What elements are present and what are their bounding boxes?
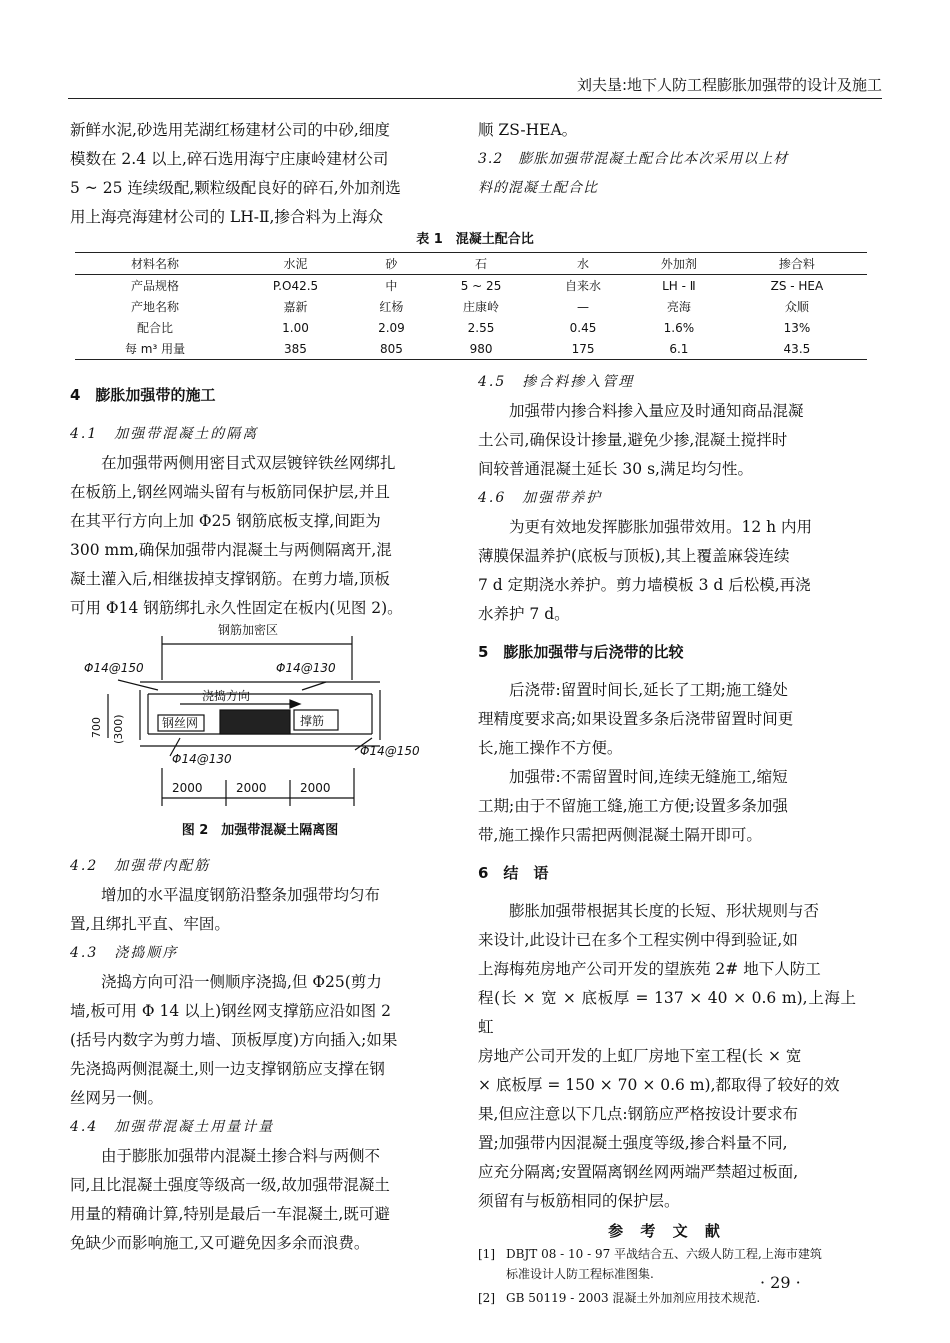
table-row [75,275,867,297]
rebar-label-bottom-right: Φ14@150 [360,744,420,758]
text-line: 在板筋上,钢丝网端头留有与板筋同保护层,并且 [70,483,390,501]
text-line: 间较普通混凝土延长 30 s,满足均匀性。 [478,460,753,478]
table-cell: 配合比 [137,321,174,335]
table-header-row [75,253,867,275]
text-line: 用量的精确计算,特别是最后一车混凝土,既可避 [70,1205,390,1223]
text-line: × 底板厚 = 150 × 70 × 0.6 m),都取得了较好的效 [478,1076,840,1094]
table-cell: 红杨 [379,300,404,314]
references-title: 参 考 文 献 [608,1222,726,1240]
text-line: 置;加强带内因混凝土强度等级,掺合料量不同, [478,1134,788,1152]
text-line: 来设计,此设计已在多个工程实例中得到验证,如 [478,931,798,949]
brace-label: 撑筋 [300,714,325,728]
table-cell: 5 ~ 25 [460,278,502,293]
table-header-cell: 水泥 [235,253,356,275]
text-line: 工期;由于不留施工缝,施工方便;设置多条加强 [478,797,788,815]
strengthened-concrete-block [220,710,290,734]
header-rule [68,98,882,99]
pour-direction-label: 浇捣方向 [202,689,251,703]
text-line: 由于膨胀加强带内混凝土掺合料与两侧不 [101,1147,381,1165]
section-4-2-to-4-4 [70,852,447,1258]
text-line: 上海梅苑房地产公司开发的望族苑 2# 地下人防工 [478,960,821,978]
table-header-cell: 材料名称 [75,253,235,275]
section-3-2 [478,116,856,203]
text-line: 可用 Φ14 钢筋绑扎永久性固定在板内(见图 2)。 [70,599,403,617]
text-line: 带,施工操作只需把两侧混凝土隔开即可。 [478,826,762,844]
intro-paragraph [70,116,447,232]
section-heading: 料的混凝土配合比 [478,180,598,196]
text-line: 房地产公司开发的上虹厂房地下室工程(长 × 宽 [478,1047,802,1065]
thickness-label: (300) [112,714,125,744]
text-line: 7 d 定期浇水养护。剪力墙模板 3 d 后松模,再浇 [478,576,811,594]
reference-number: [2] [478,1291,495,1305]
table-cell: 产地名称 [131,300,180,314]
table-cell: — [577,299,590,314]
reference-line: GB 50119 - 2003 混凝土外加剂应用技术规范. [506,1291,761,1305]
dimension-label: 2000 [172,781,203,795]
text-line: 水养护 7 d。 [478,605,570,623]
section-heading: 3.2 膨胀加强带混凝土配合比本次采用以上材 [478,151,789,167]
table-cell: P.O42.5 [272,278,319,293]
rebar-label-bottom-left: Φ14@130 [172,752,232,766]
text-line: 增加的水平温度钢筋沿整条加强带均匀布 [101,886,381,904]
rebar-label-top-right: Φ14@130 [276,661,336,675]
table-cell: 6.1 [631,338,727,360]
zone-label: 钢筋加密区 [218,623,279,637]
text-line: 置,且绑扎平直、牢固。 [70,915,230,933]
height-label: 700 [90,717,103,738]
text-line: 须留有与板筋相同的保护层。 [478,1192,680,1210]
table-caption: 表 1 混凝土配合比 [416,232,534,247]
text-line: 新鲜水泥,砂选用芜湖红杨建材公司的中砂,细度 [70,121,390,139]
table-cell: 2.09 [378,320,405,335]
section-heading: 4 膨胀加强带的施工 [70,386,216,404]
text-line: 浇捣方向可沿一侧顺序浇捣,但 Φ25(剪力 [101,973,382,991]
table-header-cell: 石 [427,253,535,275]
table-row [75,338,867,360]
text-line: 为更有效地发挥膨胀加强带效用。12 h 内用 [509,518,813,536]
subsection-heading: 4.6 加强带养护 [478,490,603,506]
table-row [75,317,867,338]
text-line: 在其平行方向上加 Φ25 钢筋底板支撑,间距为 [70,512,381,530]
table-cell: ZS - HEA [770,278,824,293]
mix-proportion-table [75,252,867,360]
table-cell: 980 [427,338,535,360]
table-header-cell: 掺合料 [727,253,867,275]
table-cell: 产品规格 [131,279,180,293]
leader-line [302,682,326,690]
text-line: 膨胀加强带根据其长度的长短、形状规则与否 [509,902,820,920]
text-line: 后浇带:留置时间长,延长了工期;施工缝处 [509,681,788,699]
section-heading: 5 膨胀加强带与后浇带的比较 [478,643,684,661]
table-cell: 1.6% [663,320,695,335]
text-line: 凝土灌入后,相继拔掉支撑钢筋。在剪力墙,顶板 [70,570,390,588]
subsection-heading: 4.1 加强带混凝土的隔离 [70,426,259,442]
text-line: 长,施工操作不方便。 [478,739,623,757]
text-line: 顺 ZS-HEA。 [478,121,578,139]
subsection-heading: 4.4 加强带混凝土用量计量 [70,1119,275,1135]
text-line: 丝网另一侧。 [70,1089,164,1107]
dimension-label: 2000 [236,781,267,795]
text-line: 300 mm,确保加强带内混凝土与两侧隔离开,混 [70,541,392,559]
table-cell: 庄康岭 [463,300,500,314]
text-line: 土公司,确保设计掺量,避免少掺,混凝土搅拌时 [478,431,788,449]
table-cell: 1.00 [282,320,309,335]
sections-4-5-to-6 [478,368,856,1308]
text-line: 薄膜保温养护(底板与顶板),其上覆盖麻袋连续 [478,547,790,565]
table-cell: 0.45 [569,320,597,335]
subsection-heading: 4.5 掺合料掺入管理 [478,374,635,390]
dimension-label: 2000 [300,781,331,795]
table-cell: 2.55 [467,320,495,335]
reference-line: DBJT 08 - 10 - 97 平战结合五、六级人防工程,上海市建筑 [506,1247,822,1261]
table-cell: 175 [535,338,631,360]
text-line: 免缺少而影响施工,又可避免因多余而浪费。 [70,1234,370,1252]
text-line: 墙,板可用 Φ 14 以上)钢丝网支撑筋应沿如图 2 [70,1002,391,1020]
table-cell: 805 [356,338,427,360]
table-cell: 众顺 [784,300,809,314]
page-number: · 29 · [760,1273,801,1292]
text-line: 同,且比混凝土强度等级高一级,故加强带混凝土 [70,1176,390,1194]
rebar-label-top-left: Φ14@150 [84,661,144,675]
table-cell: 每 m³ 用量 [75,338,235,360]
table-header-cell: 外加剂 [631,253,727,275]
figure-caption: 图 2 加强带混凝土隔离图 [181,823,339,838]
table-header-cell: 砂 [356,253,427,275]
table-cell: 亮海 [666,300,691,314]
table-cell: 385 [235,338,356,360]
text-line: 先浇捣两侧混凝土,则一边支撑钢筋应支撑在钢 [70,1060,385,1078]
text-line: 5 ~ 25 连续级配,颗粒级配良好的碎石,外加剂选 [70,179,401,197]
section-heading: 6 结 语 [478,864,549,882]
text-line: 应充分隔离;安置隔离钢丝网两端严禁超过板面, [478,1163,799,1181]
text-line: 加强带:不需留置时间,连续无缝施工,缩短 [509,768,788,786]
reference-line: 标准设计人防工程标准图集. [506,1267,654,1281]
text-line: (括号内数字为剪力墙、顶板厚度)方向插入;如果 [70,1031,398,1049]
table-cell: 嘉新 [283,300,308,314]
section-4 [70,380,447,623]
text-line: 模数在 2.4 以上,碎石选用海宁庄康岭建材公司 [70,150,389,168]
reference-number: [1] [478,1247,495,1261]
text-line: 用上海亮海建材公司的 LH-Ⅱ,掺合料为上海众 [70,208,383,226]
figure-2-isolation-diagram [80,620,460,850]
table-row [75,296,867,317]
text-line: 加强带内掺合料掺入量应及时通知商品混凝 [509,402,804,420]
running-header: 刘夫垦:地下人防工程膨胀加强带的设计及施工 [576,76,882,94]
table-cell: 中 [385,279,398,293]
mesh-label: 钢丝网 [162,716,199,730]
table-header-cell: 水 [535,253,631,275]
text-line: 果,但应注意以下几点:钢筋应严格按设计要求布 [478,1105,799,1123]
text-line: 理精度要求高;如果设置多条后浇带留置时间更 [478,710,794,728]
table-cell: 43.5 [727,338,867,360]
table-cell: LH - Ⅱ [662,278,696,293]
arrow-head-icon [290,700,300,708]
table-cell: 13% [783,320,811,335]
subsection-heading: 4.2 加强带内配筋 [70,858,211,874]
text-line: 程(长 × 宽 × 底板厚 = 137 × 40 × 0.6 m),上海上虹 [478,989,856,1036]
table-cell: 自来水 [565,279,602,293]
subsection-heading: 4.3 浇捣顺序 [70,945,179,961]
text-line: 在加强带两侧用密目式双层镀锌铁丝网绑扎 [101,454,396,472]
